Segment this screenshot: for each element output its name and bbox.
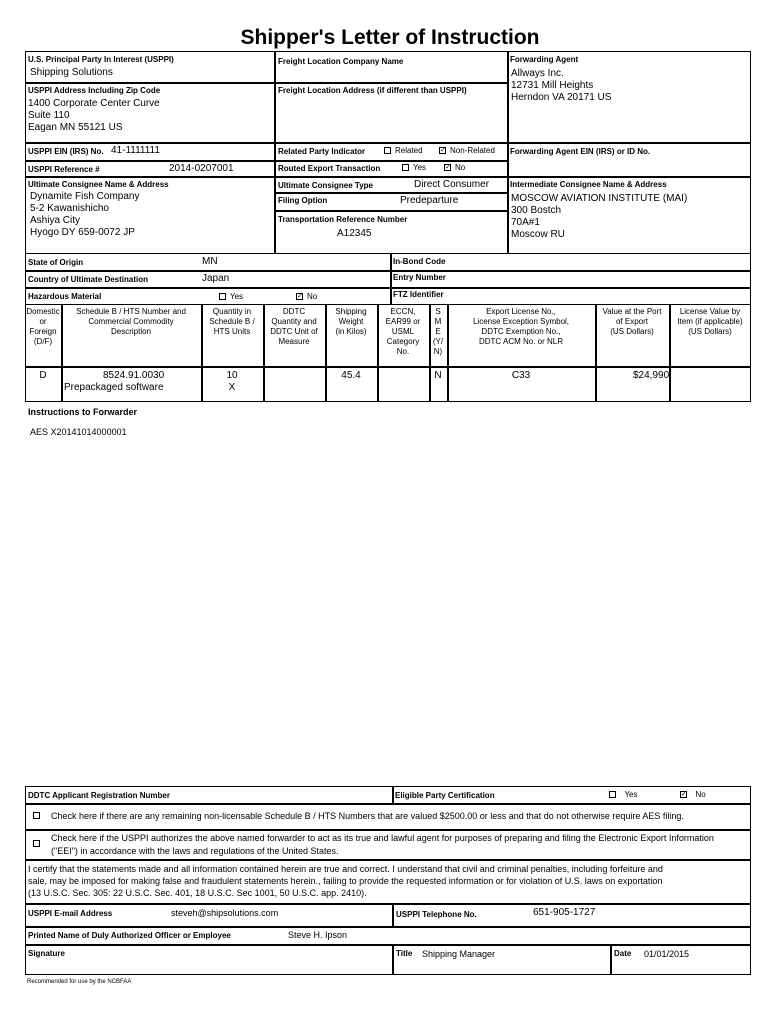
header-ddtc-quantity: DDTC Quantity and DDTC Unit of Measure [270, 307, 318, 346]
usppi-ein: 41-1111111 [111, 145, 160, 156]
intermediate-address1: 300 Bostch [511, 205, 562, 216]
hazmat-no-checkbox[interactable]: ✓ [297, 293, 303, 301]
row-quantity: 10 [226, 370, 238, 381]
authorize-statement-line2: ("EEI") in accordance with the laws and regulations of the United States. [51, 846, 339, 856]
filing-option: Predeparture [400, 195, 459, 206]
authorize-forwarder-checkbox[interactable] [33, 840, 40, 847]
low-value-checkbox[interactable] [33, 812, 40, 819]
consignee-address3: Hyogo DY 659-0072 JP [30, 227, 135, 238]
transport-reference-label: Transportation Reference Number [278, 215, 408, 224]
footer-note: Recommended for use by the NCBFAA [27, 979, 132, 985]
filing-option-label: Filing Option [278, 196, 328, 205]
forwarding-agent-ein-label: Forwarding Agent EIN (IRS) or ID No. [510, 147, 651, 156]
usppi-reference-label: USPPI Reference # [28, 165, 100, 174]
routed-export-label: Routed Export Transaction [278, 164, 381, 173]
non-related-option-label: Non-Related [450, 146, 495, 155]
officer-name-label: Printed Name of Duly Authorized Officer or Employee [28, 931, 231, 940]
consignee-address1: 5-2 Kawanishicho [30, 203, 109, 214]
hazardous-material-label: Hazardous Material [28, 292, 102, 301]
state-of-origin: MN [202, 256, 218, 267]
usppi-address-line2: Suite 110 [28, 110, 70, 121]
usppi-ein-label: USPPI EIN (IRS) No. [28, 147, 104, 156]
usppi-address-line3: Eagan MN 55121 US [28, 122, 123, 133]
date-value: 01/01/2015 [644, 949, 690, 959]
related-checkbox[interactable] [384, 147, 391, 154]
consignee-type: Direct Consumer [414, 179, 490, 190]
header-domestic-foreign: Domestic or Foreign (D/F) [26, 307, 60, 346]
ddtc-registration-label: DDTC Applicant Registration Number [28, 791, 170, 800]
low-value-statement: Check here if there are any remaining non-licensable Schedule B / HTS Numbers that are valued $2500.00 or less and that do not otherwise require AES filing. [51, 811, 684, 821]
certification-line2: sale, may be imposed for making false and fraudulent statements herein., failing to provide the requested information or for violation of U.S. laws on exportation [28, 876, 663, 886]
intermediate-name: MOSCOW AVIATION INSTITUTE (MAI) [511, 193, 688, 204]
certification-line1: I certify that the statements made and all information contained herein are true and correct. I understand that civil and criminal penalties, including forfeiture and [28, 864, 663, 874]
phone-value: 651-905-1727 [533, 907, 596, 918]
entry-number-label: Entry Number [393, 273, 446, 282]
intermediate-consignee-label: Intermediate Consignee Name & Address [510, 180, 667, 189]
header-schedule-b: Schedule B / HTS Number and Commercial Commodity Description [76, 307, 186, 336]
routed-no-label: No [455, 163, 466, 172]
routed-no-checkbox[interactable]: ✓ [445, 164, 451, 172]
routed-yes-checkbox[interactable] [402, 164, 409, 171]
destination-country-label: Country of Ultimate Destination [28, 275, 149, 284]
row-quantity-unit: X [228, 382, 236, 393]
forwarding-agent-address1: 12731 Mill Heights [511, 80, 594, 91]
header-sme: S M E (Y/ N) [432, 307, 444, 356]
eligible-party-label: Eligible Party Certification [395, 791, 495, 800]
state-of-origin-label: State of Origin [28, 258, 84, 267]
eligible-yes-label: Yes [624, 790, 638, 799]
transport-reference: A12345 [337, 228, 372, 239]
row-domestic-foreign: D [39, 370, 47, 381]
ftz-identifier-label: FTZ Identifier [393, 290, 444, 299]
header-export-license: Export License No., License Exception Symbol, DDTC Exemption No., DDTC ACM No. or NLR [472, 307, 570, 346]
row-hts-number: 8524.91.0030 [103, 370, 165, 381]
consignee-label: Ultimate Consignee Name & Address [28, 180, 169, 189]
certification-line3: (13 U.S.C. Sec. 305: 22 U.S.C. Sec. 401, 18 U.S.C. Sec 1001, 50 U.S.C. app. 2410). [28, 888, 367, 898]
usppi-address-label: USPPI Address Including Zip Code [28, 86, 161, 95]
page-title: Shipper's Letter of Instruction [240, 26, 540, 49]
officer-title: Shipping Manager [422, 949, 496, 959]
inbond-code-label: In-Bond Code [393, 257, 446, 266]
row-weight: 45.4 [341, 370, 361, 381]
related-party-label: Related Party Indicator [278, 147, 366, 156]
eligible-yes-checkbox[interactable] [609, 791, 616, 798]
authorize-statement-line1: Check here if the USPPI authorizes the above named forwarder to act as its true and lawful agent for purposes of preparing and filing the Electronic Export Information [51, 833, 714, 843]
forwarding-agent-label: Forwarding Agent [510, 55, 579, 64]
usppi-reference: 2014-0207001 [169, 163, 234, 174]
signature-label: Signature [28, 949, 65, 958]
intermediate-address3: Moscow RU [511, 229, 565, 240]
title-label: Title [396, 949, 413, 958]
row-description: Prepackaged software [64, 382, 164, 393]
hazmat-no-label: No [307, 292, 318, 301]
forwarding-agent-address2: Herndon VA 20171 US [511, 92, 612, 103]
routed-yes-label: Yes [413, 163, 427, 172]
header-quantity: Quantity in Schedule B / HTS Units [209, 307, 255, 336]
freight-company-label: Freight Location Company Name [278, 57, 404, 66]
consignee-type-label: Ultimate Consignee Type [278, 181, 373, 190]
freight-address-label: Freight Location Address (if different than USPPI) [278, 86, 467, 95]
header-license-value: License Value by Item (if applicable) (US Dollars) [677, 307, 743, 336]
hazmat-yes-checkbox[interactable] [219, 293, 226, 300]
eligible-no-label: No [695, 790, 706, 799]
email-label: USPPI E-mail Address [28, 909, 113, 918]
header-shipping-weight: Shipping Weight (in Kilos) [335, 307, 367, 336]
header-eccn: ECCN, EAR99 or USML Category No. [385, 307, 421, 356]
consignee-address2: Ashiya City [30, 215, 81, 226]
related-option-label: Related [395, 146, 423, 155]
eligible-no-checkbox[interactable]: ✓ [681, 791, 687, 799]
instructions-text: AES X20141014000001 [30, 427, 127, 437]
consignee-name: Dynamite Fish Company [30, 191, 140, 202]
phone-label: USPPI Telephone No. [396, 910, 477, 919]
email-value: steveh@shipsolutions.com [171, 908, 279, 918]
forwarding-agent-name: Allways Inc. [511, 68, 564, 79]
row-sme: N [434, 370, 442, 381]
usppi-address-line1: 1400 Corporate Center Curve [28, 98, 160, 109]
officer-name: Steve H. Ipson [288, 930, 348, 940]
instructions-label: Instructions to Forwarder [28, 407, 138, 417]
usppi-name: Shipping Solutions [30, 67, 113, 78]
usppi-label: U.S. Principal Party In Interest (USPPI) [28, 55, 174, 64]
destination-country: Japan [202, 273, 230, 284]
non-related-checkbox[interactable]: ✓ [440, 147, 446, 155]
intermediate-address2: 70A#1 [511, 217, 540, 228]
row-value: $24,990 [633, 370, 670, 381]
header-value: Value at the Port of Export (US Dollars) [602, 307, 662, 336]
row-export-license: C33 [511, 370, 531, 381]
date-label: Date [614, 949, 632, 958]
hazmat-yes-label: Yes [230, 292, 244, 301]
